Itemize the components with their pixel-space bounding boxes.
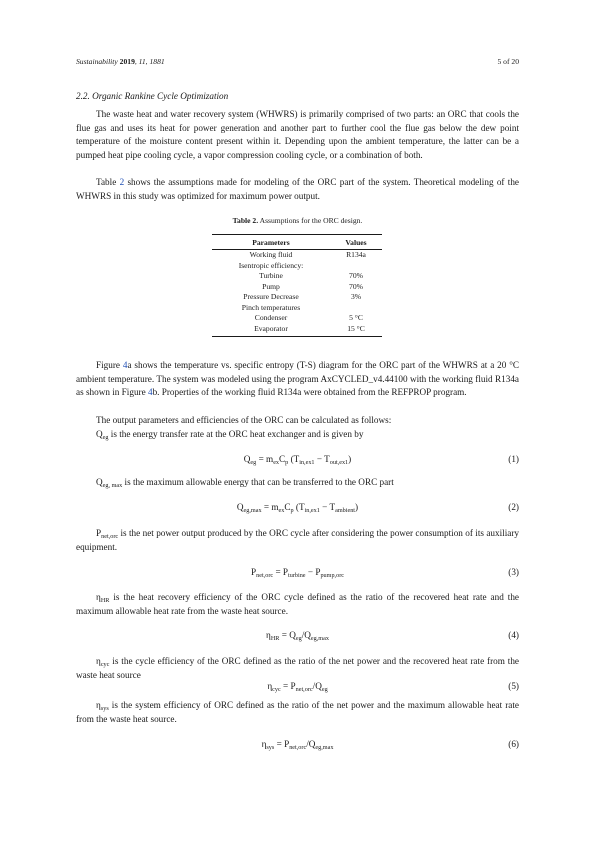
- math-subscript: net,orc: [295, 686, 313, 693]
- table-row: [212, 303, 382, 314]
- desc-eta-cyc: [76, 655, 519, 682]
- math-symbol: η: [266, 630, 271, 640]
- math-symbol: /Q: [306, 739, 316, 749]
- math-symbol: = m: [256, 454, 274, 464]
- text-span: is the cycle efficiency of the ORC defined as the ratio of the net power and the recovered heat rate from the waste heat source: [76, 656, 519, 680]
- table-cell: Pinch temperatures: [241, 302, 301, 312]
- math-symbol: Q: [96, 429, 103, 439]
- desc-qeg-max: [76, 476, 519, 490]
- table-cell: Evaporator: [212, 324, 330, 337]
- text-span: Table: [96, 177, 120, 187]
- journal-volume: , 11, 1881: [134, 57, 165, 66]
- math-symbol: /Q: [312, 681, 322, 691]
- equation-number: (4): [508, 630, 519, 640]
- table-cell: Isentropic efficiency:: [238, 260, 304, 270]
- text-span: is the maximum allowable energy that can be transferred to the ORC part: [122, 477, 394, 487]
- journal-name: Sustainability: [76, 57, 118, 66]
- text-span: is the system efficiency of ORC defined as the ratio of the net power and the maximum allowable heat rate from the waste heat source.: [76, 700, 519, 724]
- journal-year: 2019: [119, 57, 135, 66]
- table-header-row: [212, 235, 382, 250]
- text-span: is the net power output produced by the ORC cycle after considering the power consumption of its auxiliary equipment.: [76, 528, 519, 552]
- math-subscript: eg,max: [243, 507, 262, 514]
- desc-qeg: [76, 428, 519, 442]
- math-subscript: sys: [266, 744, 275, 751]
- table-row: [212, 313, 382, 324]
- math-subscript: sys: [100, 705, 109, 712]
- table-row: [212, 324, 382, 337]
- math-symbol: P: [251, 567, 257, 577]
- math-symbol: ): [355, 502, 359, 512]
- table-caption-text: Assumptions for the ORC design.: [258, 216, 363, 225]
- math-subscript: ex: [273, 459, 280, 466]
- table-row: [212, 292, 382, 303]
- equation-expression: [76, 681, 519, 691]
- header-parameters: Parameters: [212, 235, 330, 250]
- math-subscript: net,orc: [101, 533, 119, 540]
- text-span: Figure: [96, 360, 123, 370]
- math-subscript: net,orc: [289, 744, 307, 751]
- math-symbol: η: [267, 681, 273, 691]
- table-row: [212, 271, 382, 282]
- text-span: is the energy transfer rate at the ORC heat exchanger and is given by: [108, 429, 364, 439]
- math-symbol: = m: [261, 502, 279, 512]
- paragraph-whwrs: The waste heat and water recovery system (WHWRS) is primarily comprised of two parts: an ORC that cools the flue gas and uses its heat for power generation and another part to further cool the flue gas below the dew point temperature of the moisture content present within it. Depending upon the ambient temperature, the latter can be a pumped heat pipe cooling cycle, a vapor compression cooling cycle, or a combination of both.: [76, 109, 519, 160]
- math-symbol: η: [96, 700, 101, 710]
- math-symbol: = P: [274, 739, 290, 749]
- math-subscript: out,ex1: [329, 459, 349, 466]
- table-cell: 3%: [350, 292, 362, 301]
- text-span: a shows the temperature vs. specific entropy (T-S) diagram for the ORC part of the WHWRS at a 20 °C ambient temperature. The system was modeled using the program AxCYCLED_v4.44100 with the working fluid R134a as shown in Figure: [76, 360, 519, 398]
- table-cell: Working fluid: [249, 250, 293, 259]
- table-cell: Pump: [262, 281, 280, 291]
- table-cell: 70%: [349, 271, 363, 280]
- math-subscript: cyc: [272, 686, 281, 693]
- math-subscript: eg: [295, 635, 302, 642]
- equation-expression: [76, 739, 519, 749]
- text-span: shows the assumptions made for modeling of the ORC part of the system. Theoretical modeling of the WHWRS in this study was optimized for maximum power output.: [76, 177, 519, 201]
- math-subscript: HR: [270, 635, 280, 642]
- math-subscript: eg: [321, 686, 328, 693]
- math-symbol: Q: [243, 454, 251, 464]
- table-row: [212, 261, 382, 272]
- math-symbol: = P: [273, 567, 289, 577]
- math-symbol: = Q: [279, 630, 296, 640]
- math-symbol: Q: [96, 477, 103, 487]
- math-subscript: turbine: [288, 572, 306, 579]
- math-symbol: ): [348, 454, 352, 464]
- figure-link[interactable]: 4: [147, 387, 153, 398]
- math-subscript: eg, max: [102, 482, 123, 489]
- math-symbol: − T: [314, 454, 330, 464]
- math-subscript: p: [285, 459, 289, 466]
- math-symbol: Q: [236, 502, 244, 512]
- table-cell: [330, 303, 382, 314]
- math-subscript: in,ex1: [299, 459, 315, 466]
- math-subscript: pump,orc: [320, 572, 344, 579]
- table-link[interactable]: 2: [119, 177, 125, 187]
- equation-expression: [76, 454, 519, 464]
- table-cell: Pressure Decrease: [243, 292, 299, 301]
- paragraph-intro-equations: The output parameters and efficiencies of the ORC can be calculated as follows:: [96, 415, 392, 425]
- table-cell: 5 °C: [349, 313, 363, 322]
- paragraph-ts-diagram: [76, 359, 519, 400]
- math-symbol: − T: [319, 502, 336, 512]
- desc-eta-sys: [76, 699, 519, 726]
- math-symbol: η: [261, 739, 267, 749]
- table-cell: R134a: [346, 250, 366, 259]
- table-row: [212, 282, 382, 293]
- math-subscript: p: [290, 507, 294, 514]
- math-symbol: (T: [293, 502, 305, 512]
- text-span: b. Properties of the working fluid R134a were obtained from the REFPROP program.: [152, 387, 467, 398]
- math-subscript: HR: [100, 597, 110, 604]
- page-number: 5 of 20: [497, 57, 519, 66]
- math-symbol: η: [96, 592, 101, 602]
- equation-number: (1): [508, 454, 519, 464]
- math-subscript: in,ex1: [304, 507, 320, 514]
- text-span: is the heat recovery efficiency of the ORC cycle defined as the ratio of the recovered heat rate and the maximum allowable heat rate from the waste heat source.: [76, 592, 519, 616]
- math-subscript: eg: [250, 459, 257, 466]
- paragraph-table-ref: [76, 176, 519, 203]
- math-symbol: C: [279, 454, 286, 464]
- table-cell: 70%: [349, 281, 363, 291]
- equation-expression: [76, 567, 519, 577]
- math-subscript: ambient: [335, 507, 356, 514]
- table-caption-label: Table 2.: [232, 216, 259, 225]
- table-caption: [0, 216, 595, 225]
- desc-pnet: [76, 527, 519, 554]
- desc-eta-hr: [76, 591, 519, 618]
- math-symbol: P: [96, 528, 102, 538]
- equation-expression: [76, 502, 519, 512]
- math-subscript: eg,max: [310, 635, 329, 642]
- equation-number: (2): [508, 502, 519, 512]
- math-symbol: (T: [288, 454, 300, 464]
- math-subscript: cyc: [100, 661, 110, 668]
- table-cell: Turbine: [259, 271, 283, 280]
- math-subscript: eg: [102, 434, 109, 441]
- figure-link[interactable]: 4: [122, 360, 128, 370]
- equation-number: (5): [508, 681, 519, 691]
- section-title: 2.2. Organic Rankine Cycle Optimization: [76, 91, 229, 101]
- equation-number: (3): [508, 567, 519, 577]
- math-symbol: − P: [305, 567, 321, 577]
- running-header-citation: [76, 57, 165, 66]
- table-cell: 15 °C: [330, 324, 382, 337]
- math-symbol: /Q: [301, 630, 311, 640]
- math-symbol: = P: [280, 681, 296, 691]
- table-cell: [330, 261, 382, 272]
- equation-expression: [76, 630, 519, 640]
- math-subscript: net,orc: [256, 572, 274, 579]
- math-symbol: C: [284, 502, 291, 512]
- table-row: [212, 250, 382, 261]
- equation-number: (6): [508, 739, 519, 749]
- math-subscript: ex: [278, 507, 285, 514]
- math-subscript: eg,max: [315, 744, 334, 751]
- assumptions-table: [212, 234, 382, 337]
- math-symbol: η: [96, 656, 101, 666]
- header-values: Values: [330, 235, 382, 250]
- table-cell: Condenser: [254, 313, 288, 322]
